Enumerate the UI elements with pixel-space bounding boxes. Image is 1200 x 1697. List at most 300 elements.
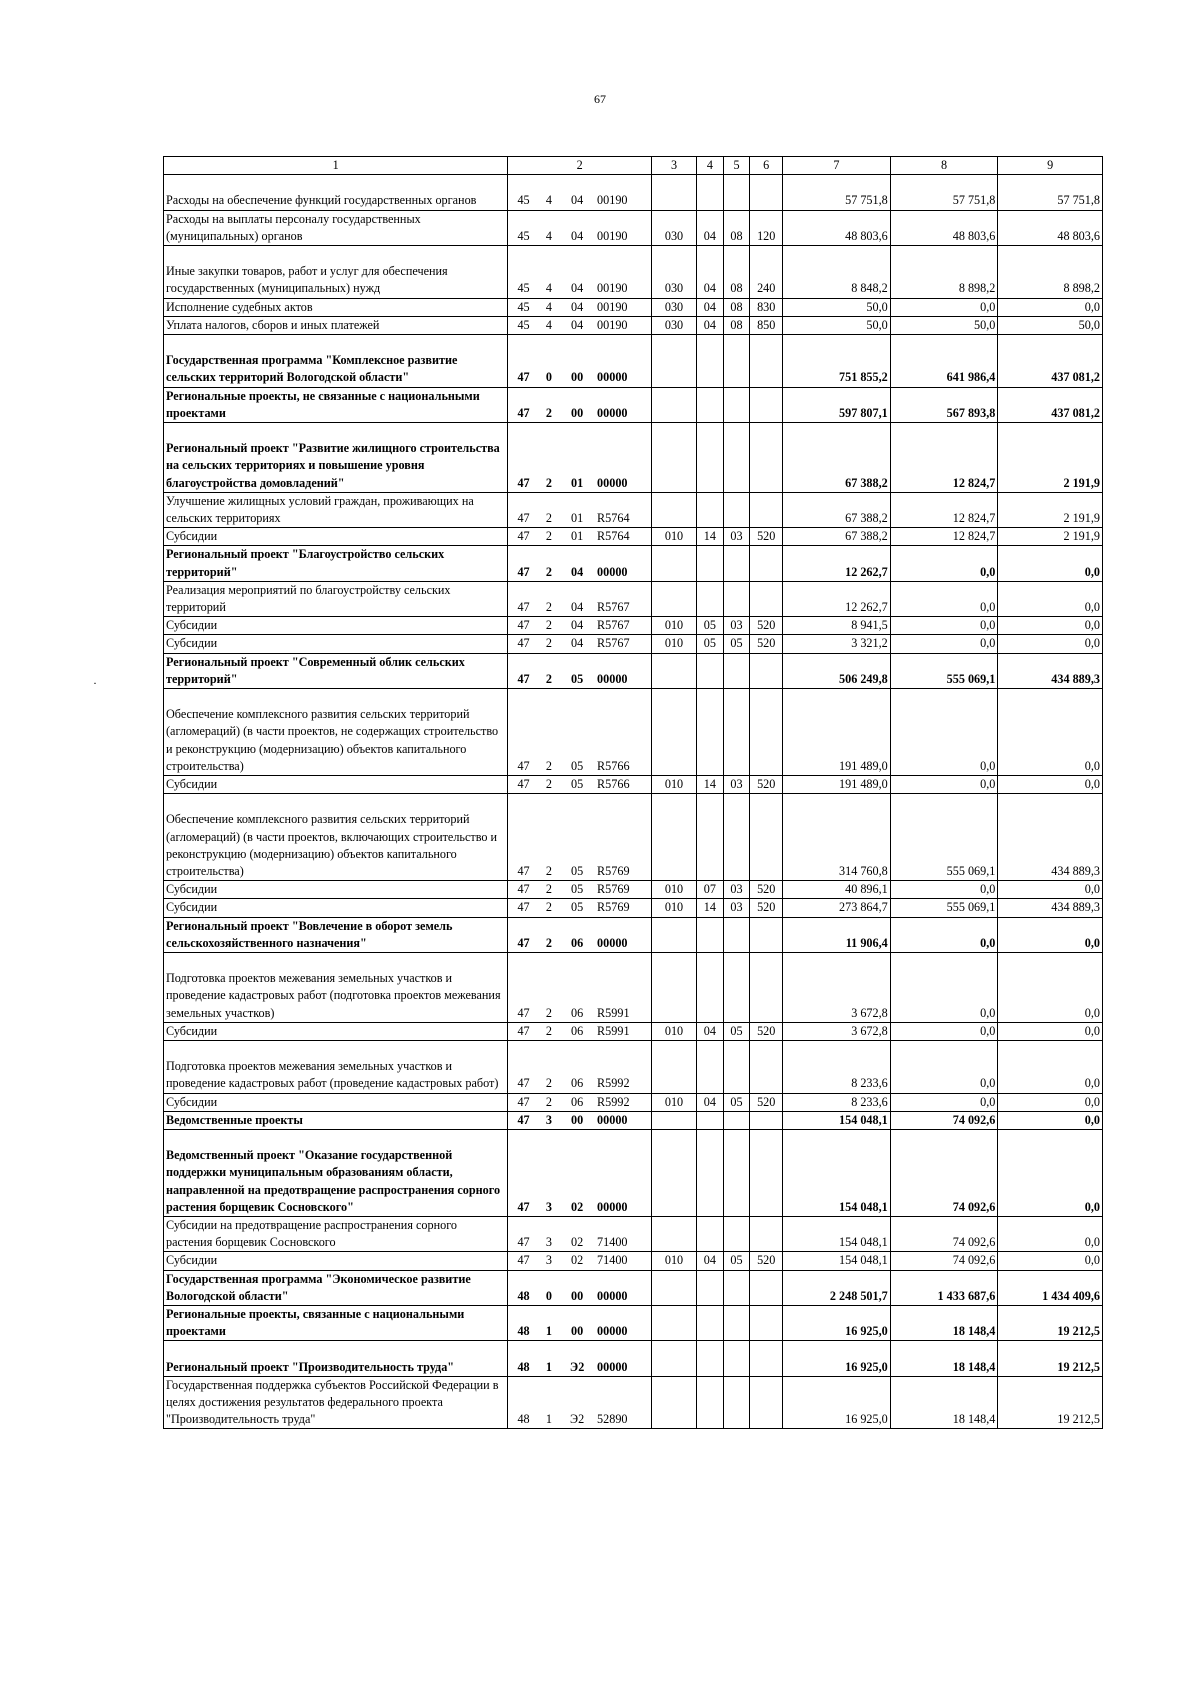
row-name: Субсидии (164, 617, 508, 635)
code-subsection (723, 387, 750, 422)
code-direction: 04 (559, 546, 595, 581)
code-expense: R5991 (595, 1022, 651, 1040)
amount-year-2: 74 092,6 (890, 1252, 998, 1270)
amount-year-2: 57 751,8 (890, 175, 998, 210)
code-section (697, 1376, 724, 1429)
code-subsection (723, 1217, 750, 1252)
code-direction: 04 (559, 210, 595, 245)
amount-year-1: 751 855,2 (783, 335, 891, 388)
code-chapter (651, 953, 696, 1023)
amount-year-2: 0,0 (890, 617, 998, 635)
code-chapter: 010 (651, 528, 696, 546)
amount-year-2: 0,0 (890, 1093, 998, 1111)
code-type (750, 1341, 783, 1376)
code-subprogram: 2 (539, 653, 560, 688)
code-expense: R5764 (595, 492, 651, 527)
code-direction: 01 (559, 528, 595, 546)
table-row (164, 1341, 1103, 1376)
code-program: 47 (508, 581, 539, 616)
code-program: 47 (508, 423, 539, 493)
amount-year-1: 3 672,8 (783, 1022, 891, 1040)
code-subsection (723, 953, 750, 1023)
code-subprogram: 2 (539, 1093, 560, 1111)
table-row (164, 1306, 1103, 1341)
column-header: 4 (697, 157, 724, 175)
column-header: 8 (890, 157, 998, 175)
code-type (750, 1306, 783, 1341)
column-header: 9 (998, 157, 1103, 175)
code-program: 47 (508, 387, 539, 422)
code-section: 04 (697, 1252, 724, 1270)
table-row (164, 917, 1103, 952)
code-direction: 04 (559, 246, 595, 299)
code-subsection (723, 794, 750, 881)
code-expense: 00190 (595, 175, 651, 210)
code-subprogram: 2 (539, 492, 560, 527)
code-direction: Э2 (559, 1341, 595, 1376)
code-chapter: 010 (651, 1093, 696, 1111)
amount-year-1: 597 807,1 (783, 387, 891, 422)
amount-year-2: 12 824,7 (890, 528, 998, 546)
code-chapter (651, 1130, 696, 1217)
amount-year-3: 50,0 (998, 316, 1103, 334)
amount-year-3: 0,0 (998, 1252, 1103, 1270)
code-type: 520 (750, 528, 783, 546)
amount-year-3: 0,0 (998, 1130, 1103, 1217)
amount-year-2: 0,0 (890, 546, 998, 581)
table-row (164, 1111, 1103, 1129)
code-chapter (651, 423, 696, 493)
code-program: 47 (508, 635, 539, 653)
amount-year-3: 19 212,5 (998, 1376, 1103, 1429)
code-section (697, 653, 724, 688)
amount-year-2: 567 893,8 (890, 387, 998, 422)
amount-year-2: 0,0 (890, 917, 998, 952)
code-direction: 06 (559, 1022, 595, 1040)
code-direction: 05 (559, 794, 595, 881)
code-expense: 00000 (595, 1306, 651, 1341)
amount-year-1: 2 248 501,7 (783, 1270, 891, 1305)
amount-year-3: 19 212,5 (998, 1341, 1103, 1376)
code-subsection: 03 (723, 617, 750, 635)
code-type: 520 (750, 1022, 783, 1040)
code-section (697, 581, 724, 616)
code-chapter (651, 546, 696, 581)
amount-year-1: 8 941,5 (783, 617, 891, 635)
amount-year-3: 1 434 409,6 (998, 1270, 1103, 1305)
amount-year-1: 12 262,7 (783, 546, 891, 581)
code-type: 240 (750, 246, 783, 299)
amount-year-3: 0,0 (998, 1111, 1103, 1129)
code-program: 45 (508, 246, 539, 299)
amount-year-1: 191 489,0 (783, 776, 891, 794)
table-row (164, 953, 1103, 1023)
row-name: Региональный проект "Благоустройство сельских территорий" (164, 546, 508, 581)
amount-year-1: 8 233,6 (783, 1041, 891, 1094)
amount-year-1: 154 048,1 (783, 1252, 891, 1270)
code-program: 47 (508, 953, 539, 1023)
amount-year-1: 3 672,8 (783, 953, 891, 1023)
code-chapter (651, 653, 696, 688)
amount-year-2: 18 148,4 (890, 1306, 998, 1341)
code-expense: R5764 (595, 528, 651, 546)
code-type: 520 (750, 1093, 783, 1111)
code-subprogram: 2 (539, 423, 560, 493)
code-chapter: 010 (651, 635, 696, 653)
row-name: Ведомственный проект "Оказание государственной поддержки муниципальным образованиям области, направленной на предотвращение распространения сорного растения борщевик Сосновского" (164, 1130, 508, 1217)
code-subprogram: 0 (539, 1270, 560, 1305)
code-chapter: 010 (651, 617, 696, 635)
code-subsection (723, 1111, 750, 1129)
amount-year-1: 154 048,1 (783, 1217, 891, 1252)
code-chapter: 010 (651, 1252, 696, 1270)
code-subprogram: 3 (539, 1217, 560, 1252)
amount-year-1: 8 233,6 (783, 1093, 891, 1111)
code-subprogram: 2 (539, 546, 560, 581)
code-subsection (723, 546, 750, 581)
code-subprogram: 2 (539, 581, 560, 616)
code-program: 47 (508, 653, 539, 688)
code-direction: 05 (559, 653, 595, 688)
code-direction: 00 (559, 387, 595, 422)
row-name: Субсидии на предотвращение распространения сорного растения борщевик Сосновского (164, 1217, 508, 1252)
row-name: Субсидии (164, 776, 508, 794)
row-name: Расходы на выплаты персоналу государственных (муниципальных) органов (164, 210, 508, 245)
amount-year-1: 57 751,8 (783, 175, 891, 210)
amount-year-3: 2 191,9 (998, 528, 1103, 546)
code-section (697, 1341, 724, 1376)
code-type (750, 653, 783, 688)
code-program: 47 (508, 528, 539, 546)
code-subsection: 05 (723, 635, 750, 653)
code-expense: R5992 (595, 1093, 651, 1111)
code-section: 14 (697, 776, 724, 794)
code-subprogram: 3 (539, 1111, 560, 1129)
amount-year-1: 12 262,7 (783, 581, 891, 616)
table-row (164, 335, 1103, 388)
row-name: Обеспечение комплексного развития сельских территорий (агломераций) (в части проектов, включающих строительство и реконструкцию (модернизацию) объектов капитального строительства) (164, 794, 508, 881)
code-subprogram: 2 (539, 635, 560, 653)
amount-year-2: 555 069,1 (890, 653, 998, 688)
row-name: Иные закупки товаров, работ и услуг для обеспечения государственных (муниципальных) нужд (164, 246, 508, 299)
table-row (164, 581, 1103, 616)
code-expense: 00000 (595, 423, 651, 493)
code-section (697, 1111, 724, 1129)
code-expense: 71400 (595, 1252, 651, 1270)
column-header: 1 (164, 157, 508, 175)
column-header: 5 (723, 157, 750, 175)
row-name: Улучшение жилищных условий граждан, проживающих на сельских территориях (164, 492, 508, 527)
code-type: 520 (750, 635, 783, 653)
code-subsection (723, 1306, 750, 1341)
code-subprogram: 2 (539, 617, 560, 635)
amount-year-3: 0,0 (998, 917, 1103, 952)
code-program: 45 (508, 175, 539, 210)
code-subprogram: 2 (539, 1022, 560, 1040)
amount-year-3: 434 889,3 (998, 899, 1103, 917)
code-expense: 00000 (595, 1130, 651, 1217)
code-direction: 06 (559, 1093, 595, 1111)
code-subsection (723, 1041, 750, 1094)
code-direction: 04 (559, 617, 595, 635)
amount-year-2: 0,0 (890, 953, 998, 1023)
code-subsection: 05 (723, 1022, 750, 1040)
amount-year-1: 314 760,8 (783, 794, 891, 881)
amount-year-1: 50,0 (783, 316, 891, 334)
code-subprogram: 2 (539, 689, 560, 776)
code-subprogram: 3 (539, 1252, 560, 1270)
code-section (697, 1270, 724, 1305)
row-name: Субсидии (164, 881, 508, 899)
amount-year-3: 19 212,5 (998, 1306, 1103, 1341)
code-subprogram: 4 (539, 175, 560, 210)
code-chapter (651, 581, 696, 616)
amount-year-1: 16 925,0 (783, 1341, 891, 1376)
code-direction: 06 (559, 1041, 595, 1094)
code-direction: 04 (559, 298, 595, 316)
row-name: Государственная программа "Экономическое развитие Вологодской области" (164, 1270, 508, 1305)
code-type (750, 1111, 783, 1129)
amount-year-2: 18 148,4 (890, 1376, 998, 1429)
code-subprogram: 3 (539, 1130, 560, 1217)
code-program: 45 (508, 210, 539, 245)
code-subprogram: 0 (539, 335, 560, 388)
amount-year-1: 191 489,0 (783, 689, 891, 776)
table-row (164, 1376, 1103, 1429)
table-row (164, 881, 1103, 899)
code-direction: 05 (559, 776, 595, 794)
code-type: 520 (750, 617, 783, 635)
row-name: Региональный проект "Развитие жилищного строительства на сельских территориях и повышение уровня благоустройства домовладений" (164, 423, 508, 493)
code-program: 47 (508, 546, 539, 581)
code-direction: 06 (559, 917, 595, 952)
code-direction: 01 (559, 492, 595, 527)
code-subsection: 03 (723, 899, 750, 917)
code-type (750, 689, 783, 776)
code-expense: 00190 (595, 316, 651, 334)
code-chapter (651, 917, 696, 952)
row-name: Расходы на обеспечение функций государственных органов (164, 175, 508, 210)
code-chapter (651, 387, 696, 422)
code-direction: 00 (559, 1306, 595, 1341)
amount-year-2: 12 824,7 (890, 492, 998, 527)
code-section: 14 (697, 528, 724, 546)
amount-year-1: 11 906,4 (783, 917, 891, 952)
code-subprogram: 2 (539, 776, 560, 794)
amount-year-2: 74 092,6 (890, 1217, 998, 1252)
code-section: 04 (697, 246, 724, 299)
row-name: Реализация мероприятий по благоустройству сельских территорий (164, 581, 508, 616)
code-expense: R5992 (595, 1041, 651, 1094)
code-program: 47 (508, 492, 539, 527)
code-subsection (723, 1341, 750, 1376)
amount-year-3: 0,0 (998, 635, 1103, 653)
code-section: 07 (697, 881, 724, 899)
amount-year-2: 50,0 (890, 316, 998, 334)
code-program: 45 (508, 298, 539, 316)
amount-year-1: 67 388,2 (783, 528, 891, 546)
code-type (750, 1130, 783, 1217)
table-row (164, 1093, 1103, 1111)
code-direction: 04 (559, 175, 595, 210)
amount-year-3: 0,0 (998, 689, 1103, 776)
code-subsection: 08 (723, 210, 750, 245)
code-subsection (723, 175, 750, 210)
code-subprogram: 2 (539, 1041, 560, 1094)
code-program: 47 (508, 1111, 539, 1129)
column-header: 7 (783, 157, 891, 175)
row-name: Обеспечение комплексного развития сельских территорий (агломераций) (в части проектов, не содержащих строительство и реконструкцию (модернизацию) объектов капитального строительства) (164, 689, 508, 776)
amount-year-1: 3 321,2 (783, 635, 891, 653)
code-chapter (651, 175, 696, 210)
budget-table (163, 156, 1103, 1429)
code-subprogram: 1 (539, 1376, 560, 1429)
code-section (697, 546, 724, 581)
code-subprogram: 1 (539, 1306, 560, 1341)
code-subprogram: 4 (539, 316, 560, 334)
code-type (750, 423, 783, 493)
code-type: 520 (750, 899, 783, 917)
code-subprogram: 2 (539, 953, 560, 1023)
amount-year-3: 0,0 (998, 776, 1103, 794)
code-section: 04 (697, 298, 724, 316)
code-type (750, 1041, 783, 1094)
code-chapter (651, 492, 696, 527)
code-direction: 02 (559, 1217, 595, 1252)
code-subsection (723, 917, 750, 952)
code-direction: 05 (559, 881, 595, 899)
table-row (164, 175, 1103, 210)
code-expense: R5767 (595, 581, 651, 616)
amount-year-3: 0,0 (998, 546, 1103, 581)
amount-year-1: 16 925,0 (783, 1306, 891, 1341)
code-type (750, 1217, 783, 1252)
code-subprogram: 1 (539, 1341, 560, 1376)
code-direction: 00 (559, 1111, 595, 1129)
code-subsection (723, 335, 750, 388)
code-expense: 00000 (595, 387, 651, 422)
amount-year-3: 437 081,2 (998, 335, 1103, 388)
code-program: 48 (508, 1270, 539, 1305)
code-type (750, 581, 783, 616)
table-row (164, 689, 1103, 776)
amount-year-1: 8 848,2 (783, 246, 891, 299)
amount-year-2: 74 092,6 (890, 1130, 998, 1217)
code-direction: 02 (559, 1130, 595, 1217)
code-expense: R5769 (595, 899, 651, 917)
amount-year-3: 0,0 (998, 1041, 1103, 1094)
code-expense: 00190 (595, 298, 651, 316)
row-name: Региональный проект "Вовлечение в оборот земель сельскохозяйственного назначения" (164, 917, 508, 952)
code-program: 47 (508, 899, 539, 917)
code-section: 05 (697, 635, 724, 653)
row-name: Ведомственные проекты (164, 1111, 508, 1129)
table-row (164, 210, 1103, 245)
code-subsection: 03 (723, 528, 750, 546)
code-subsection: 05 (723, 1252, 750, 1270)
amount-year-1: 67 388,2 (783, 423, 891, 493)
code-expense: 52890 (595, 1376, 651, 1429)
amount-year-3: 0,0 (998, 298, 1103, 316)
code-subprogram: 4 (539, 298, 560, 316)
amount-year-1: 48 803,6 (783, 210, 891, 245)
table-row (164, 387, 1103, 422)
code-type (750, 492, 783, 527)
table-row (164, 899, 1103, 917)
table-row (164, 1130, 1103, 1217)
code-chapter (651, 689, 696, 776)
code-section (697, 1041, 724, 1094)
amount-year-2: 555 069,1 (890, 899, 998, 917)
code-direction: 01 (559, 423, 595, 493)
code-expense: 00190 (595, 210, 651, 245)
amount-year-1: 506 249,8 (783, 653, 891, 688)
code-chapter: 030 (651, 316, 696, 334)
code-subsection (723, 423, 750, 493)
code-section: 05 (697, 617, 724, 635)
code-section: 14 (697, 899, 724, 917)
code-section: 04 (697, 1093, 724, 1111)
code-program: 47 (508, 617, 539, 635)
row-name: Государственная программа "Комплексное развитие сельских территорий Вологодской области" (164, 335, 508, 388)
amount-year-3: 0,0 (998, 1217, 1103, 1252)
table-row (164, 546, 1103, 581)
code-type (750, 794, 783, 881)
code-program: 47 (508, 776, 539, 794)
code-subsection: 08 (723, 246, 750, 299)
amount-year-2: 12 824,7 (890, 423, 998, 493)
table-row (164, 1217, 1103, 1252)
amount-year-3: 2 191,9 (998, 492, 1103, 527)
code-program: 47 (508, 1130, 539, 1217)
code-chapter (651, 794, 696, 881)
code-subsection (723, 492, 750, 527)
code-subsection (723, 1376, 750, 1429)
code-section (697, 335, 724, 388)
row-name: Подготовка проектов межевания земельных участков и проведение кадастровых работ (подготовка проектов межевания земельных участков) (164, 953, 508, 1023)
amount-year-3: 2 191,9 (998, 423, 1103, 493)
code-expense: 00000 (595, 1270, 651, 1305)
table-row (164, 246, 1103, 299)
amount-year-1: 67 388,2 (783, 492, 891, 527)
code-program: 47 (508, 1041, 539, 1094)
amount-year-2: 8 898,2 (890, 246, 998, 299)
code-subsection (723, 689, 750, 776)
row-name: Субсидии (164, 1022, 508, 1040)
row-name: Субсидии (164, 635, 508, 653)
code-chapter: 010 (651, 881, 696, 899)
amount-year-1: 16 925,0 (783, 1376, 891, 1429)
code-program: 47 (508, 794, 539, 881)
code-program: 47 (508, 881, 539, 899)
row-name: Региональный проект "Производительность труда" (164, 1341, 508, 1376)
amount-year-3: 0,0 (998, 953, 1103, 1023)
row-name: Субсидии (164, 1093, 508, 1111)
amount-year-1: 50,0 (783, 298, 891, 316)
row-name: Государственная поддержка субъектов Российской Федерации в целях достижения результатов федерального проекта "Производительность труда" (164, 1376, 508, 1429)
table-row (164, 298, 1103, 316)
code-chapter (651, 1376, 696, 1429)
code-chapter (651, 1041, 696, 1094)
amount-year-3: 434 889,3 (998, 794, 1103, 881)
column-header: 3 (651, 157, 696, 175)
code-type: 520 (750, 1252, 783, 1270)
amount-year-2: 0,0 (890, 1041, 998, 1094)
code-subprogram: 2 (539, 528, 560, 546)
code-expense: 00000 (595, 653, 651, 688)
code-section (697, 492, 724, 527)
code-type (750, 335, 783, 388)
